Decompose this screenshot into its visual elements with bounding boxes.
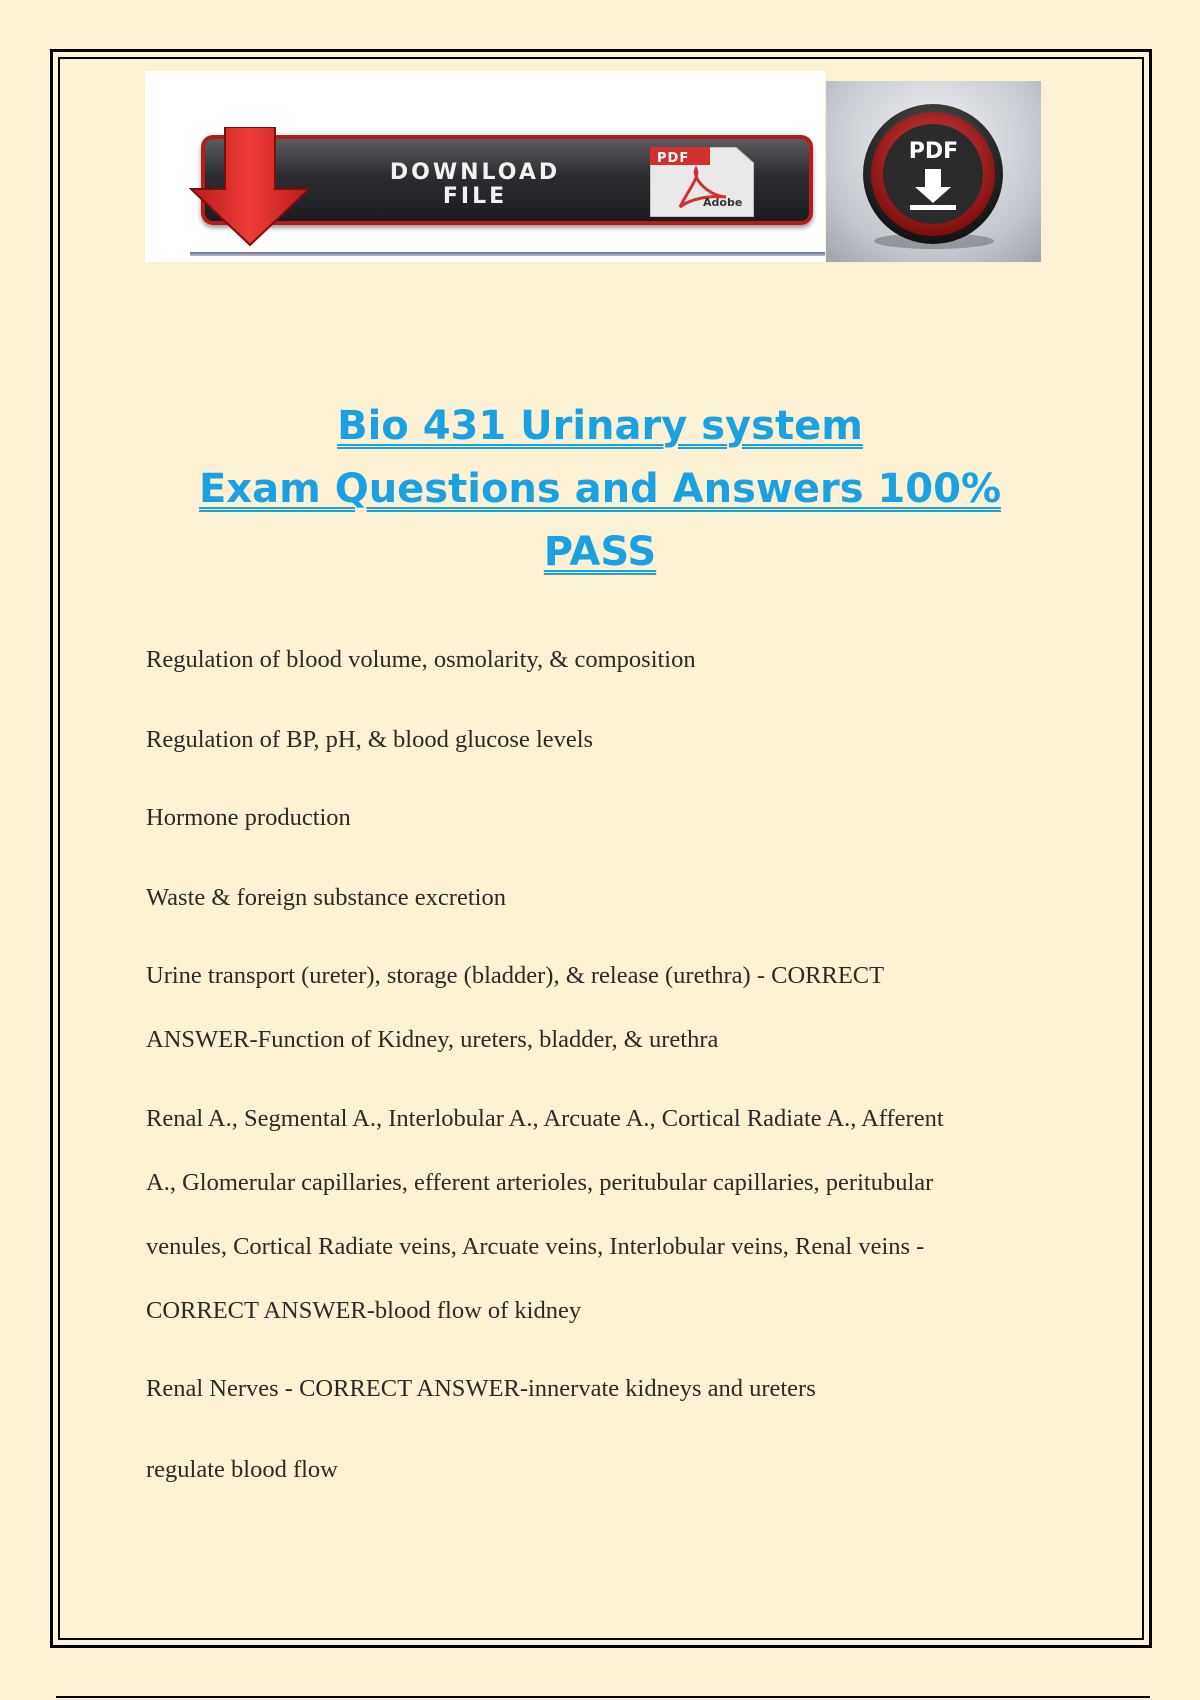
paragraph-line: regulate blood flow (146, 1456, 338, 1483)
paragraph (146, 786, 351, 850)
pdf-download-icon (826, 81, 1041, 262)
pdf-button-label: PDF (908, 139, 959, 164)
banner-underline (190, 252, 825, 256)
paragraph-line: ANSWER-Function of Kidney, ureters, bladder, & urethra (146, 1026, 719, 1053)
paragraph-line: Renal A., Segmental A., Interlobular A., Arcuate A., Cortical Radiate A., Afferent (146, 1105, 944, 1132)
paragraph (146, 1087, 944, 1343)
title-line-3: PASS (543, 529, 657, 575)
paragraph (146, 708, 593, 772)
paragraph-line: Regulation of blood volume, osmolarity, & composition (146, 646, 696, 673)
adobe-label: Adobe (703, 196, 743, 209)
download-arrow-icon (185, 127, 315, 249)
paragraph-line: Urine transport (ureter), storage (bladder), & release (urethra) - CORRECT (146, 962, 885, 989)
download-label (345, 161, 605, 209)
paragraph-line: venules, Cortical Radiate veins, Arcuate veins, Interlobular veins, Renal veins - (146, 1233, 925, 1260)
title-line-1: Bio 431 Urinary system (337, 403, 863, 449)
paragraph-line: Hormone production (146, 804, 351, 831)
title-line-2: Exam Questions and Answers 100% (198, 466, 1002, 512)
paragraph-line: Regulation of BP, pH, & blood glucose levels (146, 726, 594, 753)
document-title (150, 395, 1050, 584)
paragraph-line: A., Glomerular capillaries, efferent arterioles, peritubular capillaries, peritubular (146, 1169, 934, 1196)
paragraph (146, 944, 884, 1072)
download-label-line1: DOWNLOAD (389, 160, 561, 185)
paragraph (146, 866, 506, 930)
pdf-download-button[interactable] (826, 81, 1041, 262)
bottom-divider (56, 1696, 1150, 1698)
pdf-badge-label: PDF (657, 151, 690, 166)
paragraph (146, 1357, 816, 1421)
paragraph-line: Renal Nerves - CORRECT ANSWER-innervate kidneys and ureters (146, 1375, 816, 1402)
paragraph (146, 1438, 338, 1502)
download-label-line2: FILE (442, 184, 508, 209)
paragraph (146, 628, 696, 692)
paragraph-line: CORRECT ANSWER-blood flow of kidney (146, 1297, 582, 1324)
download-file-banner[interactable] (145, 71, 825, 262)
paragraph-line: Waste & foreign substance excretion (146, 884, 506, 911)
